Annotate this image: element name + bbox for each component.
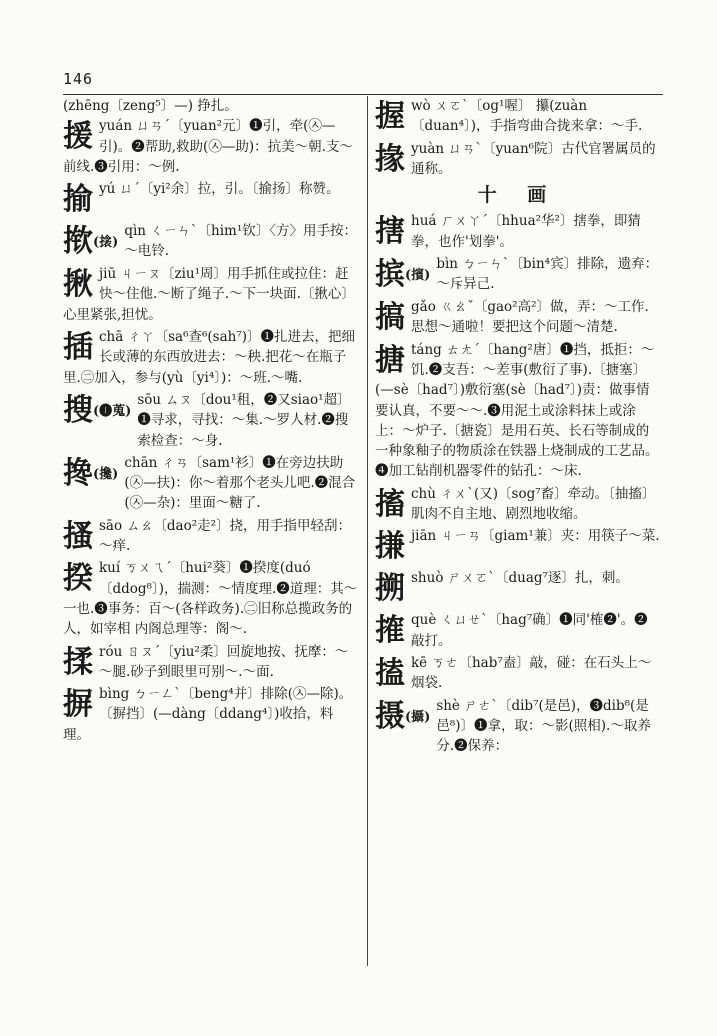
entry-definition: sāo ㄙㄠ〔dao²走²〕挠，用手指甲轻刮：～痒. (99, 517, 352, 555)
dictionary-entry (375, 610, 661, 651)
entry-definition: jiū ㄐㄧㄡ〔ziu¹周〕用手抓住或拉住：赶快～住他.～断了绳子.～下一块面.〔揪心〕心里紧张,担忧。 (63, 266, 355, 323)
headword-char: 搞 (375, 300, 405, 336)
dictionary-entry (63, 390, 359, 451)
entry-definition: yuán ㄩㄢˊ〔yuan²元〕❶引，牵(㉦—引)。❷帮助,救助(㉦—助)：抗美～朝.支～前线.❸引用：～例. (63, 118, 353, 175)
left-entries (63, 116, 359, 745)
left-column (63, 96, 359, 747)
headword-char: 搪 (375, 342, 405, 378)
dictionary-entry (375, 211, 661, 252)
dictionary-entry (375, 340, 661, 482)
dictionary-entry (63, 179, 359, 219)
headword-variant: (❶蒐) (93, 403, 132, 419)
dictionary-entry (375, 139, 661, 180)
dictionary-entry (375, 254, 661, 295)
headword (375, 299, 405, 337)
headword-variant: (攙) (93, 466, 119, 482)
dictionary-entry (63, 264, 359, 325)
headword (375, 655, 405, 693)
headword (375, 98, 405, 136)
headword (375, 486, 405, 524)
headword (375, 256, 430, 295)
headword-char: 搉 (375, 613, 405, 649)
dictionary-entry (375, 96, 661, 137)
dictionary-entry (375, 526, 661, 566)
headword (63, 518, 93, 556)
headword (63, 560, 93, 598)
headword (63, 455, 118, 494)
entry-definition: táng ㄊㄤˊ〔hang²唐〕❶挡，抵拒：～饥.❷支吾：～差事(敷衍了事).〔搪塞〕(—sè〔had⁷〕)敷衍塞(sè〔had⁷〕)责：做事情要认真，不要～～.❸用泥土或涂料抹上或涂上：～炉子.〔搪瓷〕是用石英、长石等制成的一种象釉子的物质涂在铁器上烧制成的工艺品。❹加工钻削机器零件的钻孔：～床. (375, 341, 659, 480)
dictionary-entry (375, 653, 661, 694)
headword-char: 揆 (63, 561, 93, 597)
entry-definition: jiān ㄐㄧㄢ〔giam¹兼〕夹：用筷子～菜. (411, 528, 660, 545)
headword-char: 搳 (375, 214, 405, 250)
headword (63, 329, 93, 367)
headword (63, 181, 93, 219)
headword (375, 570, 405, 608)
headword-char: 摒 (63, 687, 93, 723)
entry-definition: chān ㄔㄢ〔sam¹衫〕❶在旁边扶助(㉦—扶)：你～着那个老头儿吧.❷混合(㉦—杂)：里面～糖了. (124, 454, 356, 512)
headword (63, 392, 131, 431)
headword-char: 握 (375, 99, 405, 134)
entry-definition: huá ㄏㄨㄚˊ〔hhua²华²〕搳拳，即猜拳，也作'划拳'。 (411, 213, 641, 250)
headword-char: 摄 (375, 698, 405, 734)
headword-variant: (攝) (405, 709, 431, 725)
headword-variant: (搇) (93, 235, 119, 251)
headword-char: 搔 (63, 518, 93, 554)
right-column (375, 96, 661, 758)
headword (375, 213, 405, 251)
entry-definition: sōu ㄙㄡ〔dou¹租，❷又siao¹超〕❶寻求，寻找：～集.～罗人材.❷搜索检查：～身. (137, 391, 351, 449)
headword-variant: (擯) (405, 268, 431, 284)
entry-definition: gǎo ㄍㄠˇ〔gao²高²〕做，弄：～工作.思想～通啦！要把这个问题～清楚. (411, 299, 649, 336)
dictionary-entry (375, 568, 661, 608)
headword-char: 揪 (63, 267, 93, 303)
dictionary-entry (63, 558, 359, 639)
entry-definition: chù ㄔㄨˋ(又)〔sog⁷畜〕牵动。〔抽搐〕肌肉不自主地、剧烈地收缩。 (411, 485, 656, 523)
continuation-line: (zhēng〔zeng⁵〕—) 挣扎。 (63, 98, 238, 114)
dictionary-entry (375, 484, 661, 525)
entry-definition: róu ㄖㄡˊ〔yiu²柔〕回旋地按、抚摩：～～腿.砂子到眼里可别～.～面. (99, 643, 349, 680)
entry-definition: kuí ㄎㄨㄟˊ〔hui²葵〕❶揆度(duó〔ddog⁸〕)，揣测：～情度理.❷道理：其～一也.❸事务：百～(各样政务).㊁旧称总揽政务的人，如宰相 内阁总理等：阁～. (63, 560, 358, 638)
right-entries-before (375, 96, 661, 179)
section-heading: 十 画 (477, 184, 559, 207)
entry-definition: shuò ㄕㄨㄛˋ〔duag⁷逐〕扎，刺。 (411, 570, 629, 587)
page-number: 146 (63, 70, 94, 88)
entry-definition: kē ㄎㄜ〔hab⁷盍〕敲，碰：在石头上～烟袋. (411, 654, 652, 692)
headword (63, 266, 93, 304)
dictionary-entry (63, 516, 359, 557)
headword-char: 搀 (63, 455, 93, 491)
headword (375, 141, 405, 179)
entry-definition: chā ㄔㄚ〔sa⁶查⁶(sah⁷)〕❶扎进去，把细长或薄的东西放进去：～秧.把花～在瓶子里.㊁加入，参与(yù〔yi⁴〕)：～班.～嘴. (63, 329, 356, 386)
entry-definition: wò ㄨㄛˋ〔og¹喔〕 攥(zuàn〔duan⁴〕)，手指弯曲合拢来拿：～手. (411, 98, 643, 135)
dictionary-entry (63, 221, 359, 262)
dictionary-entry (63, 453, 359, 514)
dictionary-entry (63, 684, 359, 745)
entry-definition: qìn ㄑㄧㄣˋ〔him¹钦〕〈方〉用手按：～电铃. (124, 223, 357, 260)
dictionary-entry (63, 116, 359, 177)
headword-char: 揿 (63, 224, 93, 260)
headword (63, 686, 93, 724)
entry-definition: bìng ㄅㄧㄥˋ〔beng⁴并〕排除(㉦—除)。〔摒挡〕(—dàng〔ddang⁴〕)收拾，料理。 (63, 686, 353, 743)
headword-char: 搜 (63, 392, 93, 428)
entry-definition: shè ㄕㄜˋ〔dib⁷(是邑)，❸dib⁸(是邑⁸)〕❶拿，取：～影(照相).～取养分.❷保养： (436, 697, 651, 755)
entry-definition: bìn ㄅㄧㄣˋ〔bin⁴宾〕排除，遗弃：～斥异己. (436, 256, 659, 293)
headword (63, 223, 118, 262)
column-divider (367, 96, 368, 966)
headword-char: 揉 (63, 644, 93, 680)
headword (375, 698, 430, 737)
headword (63, 118, 93, 156)
headword-char: 搐 (375, 486, 405, 522)
headword-char: 揄 (63, 182, 93, 218)
headword-char: 搕 (375, 655, 405, 691)
entry-definition: què ㄑㄩㄝˋ〔hag⁷确〕❶同'榷❷'。❷敲打。 (411, 612, 648, 649)
dictionary-entry (63, 327, 359, 388)
entry-definition: yú ㄩˊ〔yi²余〕拉，引。〔揄扬〕称赞。 (99, 181, 340, 198)
right-entries-after (375, 211, 661, 756)
headword-char: 搠 (375, 571, 405, 607)
headword-char: 援 (63, 119, 93, 155)
headword (375, 342, 405, 380)
header-rule (63, 94, 663, 95)
dictionary-entry (63, 642, 359, 683)
headword-char: 插 (63, 330, 93, 366)
headword (375, 528, 405, 566)
headword (63, 644, 93, 682)
entry-definition: yuàn ㄩㄢˋ〔yuan⁶院〕古代官署属员的通称。 (411, 140, 656, 177)
headword-char: 掾 (375, 141, 405, 177)
headword-char: 搛 (375, 529, 405, 565)
dictionary-entry (375, 696, 661, 757)
dictionary-entry (375, 297, 661, 338)
headword-char: 摈 (375, 257, 405, 293)
headword (375, 612, 405, 650)
